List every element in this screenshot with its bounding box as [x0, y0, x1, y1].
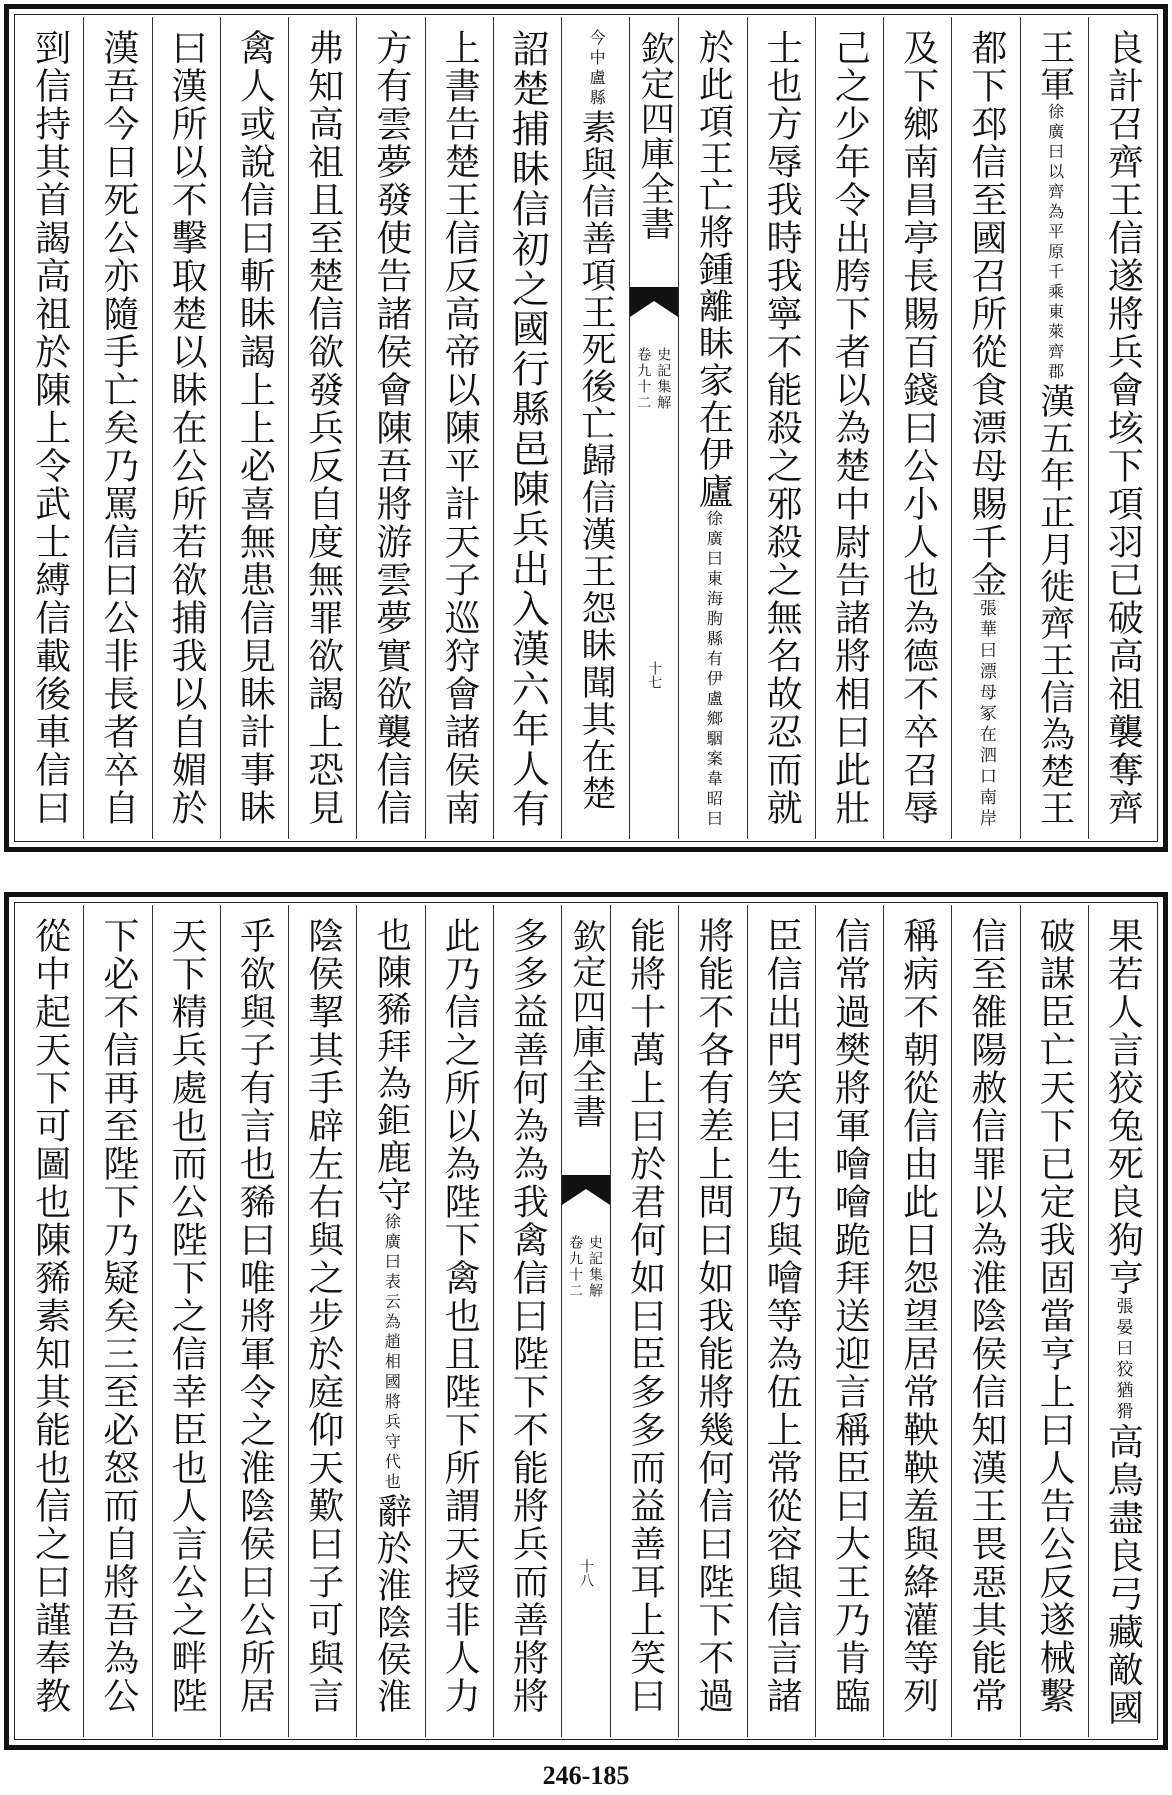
- column: [16, 905, 83, 1737]
- column-text: 士也方辱我時我寧不能殺之邪殺之無名故忍而就: [761, 29, 803, 827]
- gutter-title: 欽定四庫全書: [634, 31, 675, 241]
- column: [493, 17, 561, 839]
- fishtail-mark-icon: [630, 287, 678, 317]
- annotation: 徐廣曰表云為趙相國將兵守代也: [382, 1213, 402, 1493]
- column: [747, 17, 815, 839]
- center-gutter: [629, 17, 678, 839]
- column-text: 陰侯挈其手辟左右與之步於庭仰天歎曰子可與言: [302, 917, 344, 1715]
- column: [610, 905, 678, 1737]
- column: [288, 905, 356, 1737]
- annotation: 徐廣曰以齊為平原千乘東萊齊郡: [1045, 103, 1065, 383]
- column-text: 信至雒陽赦信罪以為淮陰侯信知漢王畏惡其能常: [965, 917, 1007, 1715]
- gutter-book-title: 史記集解: [587, 1235, 603, 1299]
- column-text: 天下精兵處也而公陛下之信幸臣也人言公之畔陛: [166, 917, 208, 1715]
- text-columns-bottom: [16, 905, 1156, 1737]
- column: [1088, 905, 1156, 1737]
- text-columns-top: [16, 17, 1156, 839]
- column: [1020, 17, 1088, 839]
- column-text: 從中起天下可圖也陳豨素知其能也信之曰謹奉教: [29, 917, 71, 1715]
- gutter-leaf-number: 十七: [646, 661, 663, 689]
- column-text: 都下邳信至國召所從食漂母賜千金張華曰漂母冢在泗口南岸: [965, 29, 1007, 830]
- column-text: 己之少年令出胯下者以為楚中尉告諸將相曰此壯: [829, 29, 871, 827]
- column-text: 曰漢所以不擊取楚以眛在公所若欲捕我以自媚於: [166, 29, 208, 827]
- annotation: 徐廣曰東海朐縣有伊盧鄉駰案韋昭曰: [704, 510, 724, 830]
- column: [356, 905, 424, 1737]
- column: [561, 17, 629, 839]
- column: [815, 905, 883, 1737]
- column-text: 漢吾今日死公亦隨手亡矣乃罵信曰公非長者卒自: [97, 29, 139, 827]
- center-gutter: [561, 905, 610, 1737]
- gutter-volume: 卷九十二: [635, 347, 652, 411]
- column-text: 及下鄉南昌亭長賜百錢曰公小人也為德不卒召辱: [897, 29, 939, 827]
- column-text: 果若人言狡兔死良狗亨張晏曰狡猶猾高鳥盡良弓藏敵國: [1102, 917, 1144, 1727]
- column: [883, 17, 951, 839]
- column: [356, 17, 424, 839]
- column: [152, 17, 220, 839]
- column-text: 信常過樊將軍噲噲跪拜送迎言稱臣曰大王乃肯臨: [829, 917, 871, 1715]
- column: [83, 17, 151, 839]
- column-text: 方有雲夢發使告諸侯會陳吾將游雲夢實欲襲信信: [370, 29, 412, 827]
- column: [747, 905, 815, 1737]
- column: [678, 905, 746, 1737]
- column-text: 王軍徐廣曰以齊為平原千乘東萊齊郡漢五年正月徙齊王信為楚王: [1034, 29, 1075, 827]
- column-text: 稱病不朝從信由此日怨望居常鞅鞅羞與絳灌等列: [897, 917, 939, 1715]
- column-text: 此乃信之所以為陛下禽也且陛下所謂天授非人力: [439, 917, 481, 1715]
- column-text: 乎欲與子有言也豨曰唯將軍令之淮陰侯曰公所居: [234, 917, 276, 1715]
- column: [1088, 17, 1156, 839]
- column-text: 臣信出門笑曰生乃與噲等為伍上常從容與信言諸: [761, 917, 803, 1715]
- annotation: 今中盧縣: [587, 29, 607, 109]
- column-text: 今中盧縣素與信善項王死後亡歸信漢王怨眛聞其在楚: [576, 29, 617, 812]
- column: [883, 905, 951, 1737]
- column-text: 禽人或說信曰斬眛謁上上必喜無患信見眛計事眛: [234, 29, 276, 827]
- page-top: [4, 4, 1168, 852]
- column: [152, 905, 220, 1737]
- column-text: 上書告楚王信反高帝以陳平計天子巡狩會諸侯南: [439, 29, 481, 827]
- column-text: 破謀臣亡天下已定我固當亨上曰人告公反遂械繫: [1034, 917, 1076, 1715]
- column-text: 下必不信再至陛下乃疑矣三至必怒而自將吾為公: [97, 917, 139, 1715]
- column: [83, 905, 151, 1737]
- column-text: 於此項王亡將鍾離眛家在伊廬徐廣曰東海朐縣有伊盧鄉駰案韋昭曰: [693, 29, 734, 830]
- gutter-volume: 卷九十二: [567, 1235, 583, 1299]
- column: [220, 17, 288, 839]
- gutter-leaf-number: 十八: [578, 1559, 594, 1587]
- column-text: 也陳豨拜為鉅鹿守徐廣曰表云為趙相國將兵守代也辭於淮陰侯淮: [371, 917, 412, 1715]
- column-text: 詔楚捕眛信初之國行縣邑陳兵出入漢六年人有: [505, 29, 550, 829]
- column: [951, 905, 1019, 1737]
- column-text: 多多益善何為為我禽信曰陛下不能將兵而善將將: [507, 917, 549, 1715]
- column: [815, 17, 883, 839]
- column-text: 良計召齊王信遂將兵會垓下項羽已破高祖襲奪齊: [1102, 29, 1144, 827]
- gutter-book-title: 史記集解: [655, 347, 672, 411]
- page-bottom: [4, 892, 1168, 1750]
- page-number: 246-185: [542, 1761, 630, 1790]
- column: [16, 17, 83, 839]
- column: [425, 905, 493, 1737]
- column: [951, 17, 1019, 839]
- annotation: 張華曰漂母冢在泗口南岸: [975, 599, 996, 830]
- column: [678, 17, 746, 839]
- column: [425, 17, 493, 839]
- column: [1020, 905, 1088, 1737]
- column: [220, 905, 288, 1737]
- column-text: 將能不各有差上問曰如我能將幾何信曰陛下不過: [692, 917, 734, 1715]
- column: [493, 905, 561, 1737]
- column: [288, 17, 356, 839]
- column-text: 剄信持其首謁高祖於陳上令武士縛信載後車信曰: [29, 29, 71, 827]
- gutter-title: 欽定四庫全書: [566, 919, 606, 1129]
- annotation: 張晏曰狡猶猾: [1112, 1297, 1133, 1423]
- column-text: 能將十萬上曰於君何如曰臣多多而益善耳上笑曰: [624, 917, 666, 1715]
- fishtail-mark-icon: [562, 1175, 610, 1205]
- column-text: 弗知高祖且至楚信欲發兵反自度無罪欲謁上恐見: [302, 29, 344, 827]
